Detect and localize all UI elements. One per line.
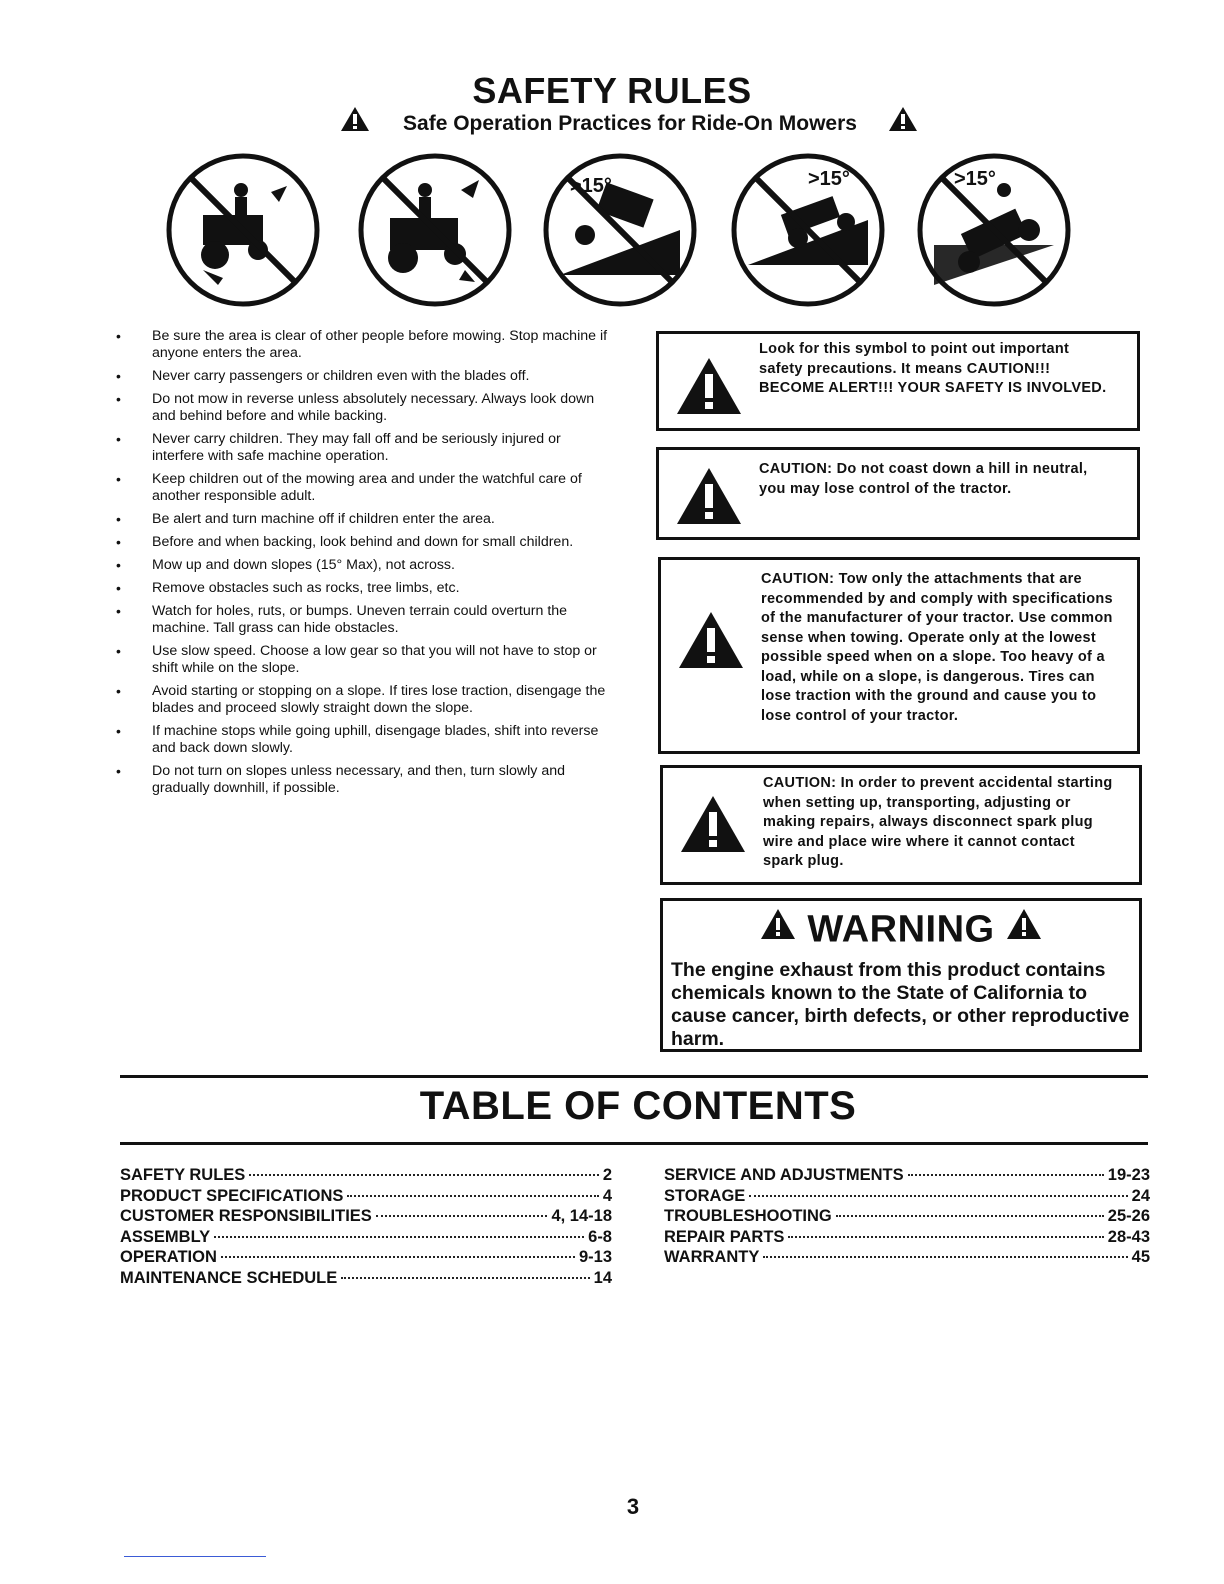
divider [120,1075,1148,1078]
callout-text: Look for this symbol to point out important safety precautions. It means CAUTION!!! BECOME ALERT!!! YOUR SAFETY IS INVOLVED. [759,341,1107,396]
no-slope-across-pictogram-icon [540,150,700,310]
toc-entry-name: TROUBLESHOOTING [664,1207,832,1225]
toc-entry-page: 28-43 [1107,1227,1150,1246]
no-bystanders-pictogram-icon [163,150,323,310]
toc-entry-name: PRODUCT SPECIFICATIONS [120,1186,344,1205]
list-item: • Do not mow in reverse unless absolutely necessary. Always look down and behind before and while backing. [112,391,612,425]
list-item: • Use slow speed. Choose a low gear so that you will not have to stop or shift while on the slope. [112,643,612,677]
list-item: • Remove obstacles such as rocks, tree limbs, etc. [112,580,612,597]
safety-rules-list [112,328,612,803]
toc-entry-page: 6-8 [588,1227,612,1246]
list-item: • Watch for holes, ruts, or bumps. Uneven terrain could overturn the machine. Tall grass can hide obstacles. [112,603,612,637]
toc-row [664,1247,1150,1268]
warning-triangle-icon [1006,908,1042,940]
list-item: • If machine stops while going uphill, disengage blades, shift into reverse and back down slowly. [112,723,612,757]
toc-entry-page: 2 [602,1166,612,1184]
slope-label: >15° [954,168,996,190]
toc-entry-name: WARRANTY [664,1248,760,1266]
warning-triangle-icon [675,466,743,526]
toc-title: TABLE OF CONTENTS [419,1084,857,1128]
toc-entry-name: STORAGE [664,1186,746,1205]
toc-entry-name: SAFETY RULES [120,1166,246,1184]
list-item: • Never carry children. They may fall off and be seriously injured or interfere with safe machine operation. [112,431,612,465]
toc-row [120,1165,612,1186]
toc-entry-name: MAINTENANCE SCHEDULE [120,1268,338,1287]
warning-heading [663,907,1139,951]
toc-row [664,1165,1150,1186]
warning-triangle-icon [760,908,796,940]
list-item: • Never carry passengers or children even with the blades off. [112,368,612,385]
list-item: • Be alert and turn machine off if children enter the area. [112,511,612,528]
callout-text: CAUTION: In order to prevent accidental starting when setting up, transporting, adjusting or making repairs, always disconnect spark plug wire and place wire where it cannot contact spark plug. [763,775,1113,869]
page-subtitle: Safe Operation Practices for Ride-On Mowers [403,112,857,135]
toc-entry-page: 9-13 [578,1248,612,1266]
toc-row [120,1206,612,1227]
warning-text: The engine exhaust from this product contains chemicals known to the State of California to cause cancer, birth defects, or other reproductive harm. [671,959,1130,1050]
caution-towing-callout [658,557,1140,754]
slope-label: >15° [808,168,850,190]
caution-symbol-callout [656,331,1140,431]
warning-triangle-icon [677,610,745,670]
warning-triangle-icon [888,106,918,132]
toc-entry-name: SERVICE AND ADJUSTMENTS [664,1166,904,1184]
callout-text: CAUTION: Tow only the attachments that are recommended by and comply with specifications of the manufacturer of your tractor. Use common sense when towing. Operate only at the lowest possible speed when on a slope. Too heavy of a load, while on a slope, is dangerous. Tires can lose traction with the ground and cause you to lose control of your tractor. [761,571,1113,724]
page-number: 3 [626,1494,640,1519]
list-item: • Avoid starting or stopping on a slope. If tires lose traction, disengage the blades and proceed slowly straight down the slope. [112,683,612,717]
prop65-warning-box [660,898,1142,1052]
slope-label: >15° [570,175,612,197]
no-steep-slope-pictogram-icon [728,150,888,310]
toc-row [120,1227,612,1248]
toc-right-column [664,1165,1150,1268]
no-uphill-steep-pictogram-icon [914,150,1074,310]
warning-triangle-icon [679,794,747,854]
toc-entry-page: 4 [602,1186,612,1205]
toc-entry-page: 4, 14-18 [551,1207,612,1225]
warning-title: WARNING [807,908,995,951]
toc-row [664,1186,1150,1207]
toc-row [120,1268,612,1289]
toc-entry-name: ASSEMBLY [120,1227,211,1246]
list-item: • Before and when backing, look behind and down for small children. [112,534,612,551]
toc-entry-page: 19-23 [1107,1166,1150,1184]
toc-entry-page: 24 [1131,1186,1150,1205]
caution-coast-callout [656,447,1140,540]
safety-pictograms [0,150,1224,320]
footer-underline [124,1556,266,1557]
toc-row [664,1206,1150,1227]
toc-entry-name: CUSTOMER RESPONSIBILITIES [120,1207,372,1225]
toc-row [120,1247,612,1268]
list-item: • Do not turn on slopes unless necessary, and then, turn slowly and gradually downhill, if possible. [112,763,612,797]
warning-triangle-icon [675,356,743,416]
toc-left-column [120,1165,612,1288]
toc-row [120,1186,612,1207]
list-item: • Keep children out of the mowing area and under the watchful care of another responsible adult. [112,471,612,505]
divider [120,1142,1148,1145]
callout-text: CAUTION: Do not coast down a hill in neutral, you may lose control of the tractor. [759,461,1088,497]
toc-entry-page: 14 [593,1268,612,1287]
toc-row [664,1227,1150,1248]
toc-entry-page: 45 [1131,1248,1150,1266]
caution-spark-plug-callout [660,765,1142,885]
list-item: • Be sure the area is clear of other people before mowing. Stop machine if anyone enters the area. [112,328,612,362]
toc-entry-page: 25-26 [1107,1207,1150,1225]
toc-entry-name: OPERATION [120,1248,217,1266]
toc-entry-name: REPAIR PARTS [664,1227,785,1246]
list-item: • Mow up and down slopes (15° Max), not across. [112,557,612,574]
no-passengers-pictogram-icon [355,150,515,310]
page-title: SAFETY RULES [472,70,752,111]
